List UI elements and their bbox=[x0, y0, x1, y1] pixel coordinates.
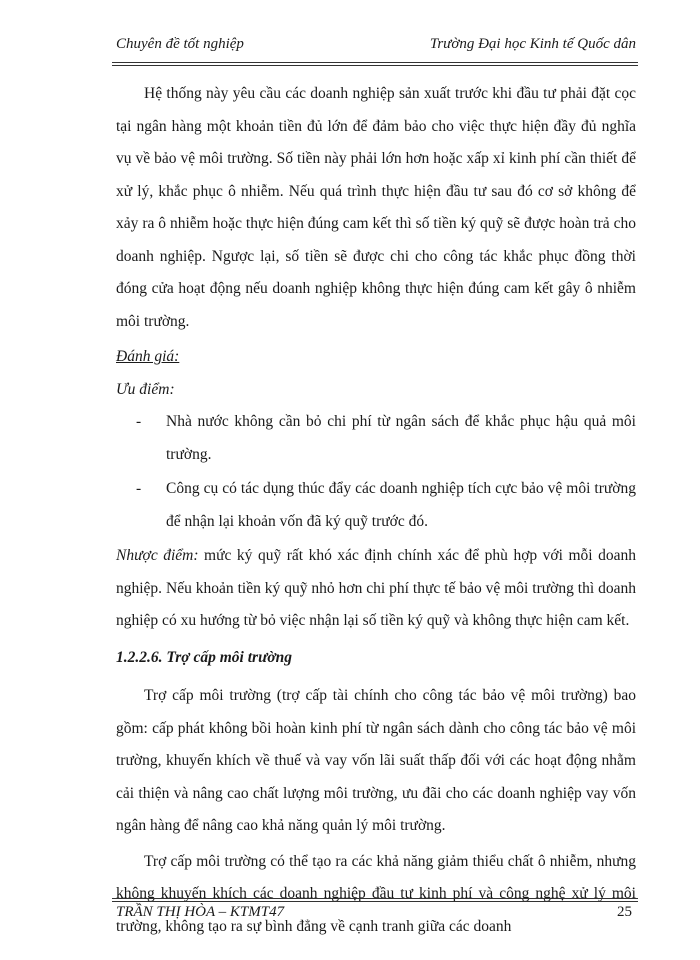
subsidy-paragraph-1: Trợ cấp môi trường (trợ cấp tài chính cho công tác bảo vệ môi trường) bao gồm: cấp phát không bồi hoàn kinh phí từ ngân sách dành cho công tác bảo vệ môi trường, khuyến khích về thuế và vay vốn lãi suất thấp đối với các hoạt động nhằm cải thiện và nâng cao chất lượng môi trường, ưu đãi cho các doanh nghiệp vay vốn ngân hàng để nâng cao khả năng quản lý môi trường. bbox=[116, 687, 636, 834]
footer-divider bbox=[112, 898, 638, 902]
disadvantages-paragraph bbox=[116, 540, 636, 638]
disadvantages-text: mức ký quỹ rất khó xác định chính xác để phù hợp với mỗi doanh nghiệp. Nếu khoản tiền ký quỹ nhỏ hơn chi phí thực tế bảo vệ môi trường thì doanh nghiệp có xu hướng từ bỏ việc nhận lại số tiền ký quỹ và không thực hiện cam kết. bbox=[116, 547, 636, 629]
page-header bbox=[116, 36, 636, 53]
page-number: 25 bbox=[617, 904, 632, 920]
page-footer bbox=[116, 904, 632, 921]
footer-author: TRẦN THỊ HÒA – KTMT47 bbox=[116, 904, 285, 920]
header-divider bbox=[112, 62, 638, 66]
section-heading: 1.2.2.6. Trợ cấp môi trường bbox=[116, 648, 293, 666]
evaluation-label: Đánh giá: bbox=[116, 348, 180, 365]
bullet-marker: - bbox=[136, 413, 142, 430]
intro-paragraph: Hệ thống này yêu cầu các doanh nghiệp sản xuất trước khi đầu tư phải đặt cọc tại ngân hàng một khoản tiền đủ lớn để đảm bảo cho việc thực hiện đầy đủ nghĩa vụ về bảo vệ môi trường. Số tiền này phải lớn hơn hoặc xấp xỉ kinh phí cần thiết để xử lý, khắc phục ô nhiễm. Nếu quá trình thực hiện đầu tư sau đó cơ sở không để xảy ra ô nhiễm hoặc thực hiện đúng cam kết thì số tiền ký quỹ sẽ được hoàn trả cho doanh nghiệp. Ngược lại, số tiền sẽ được chi cho công tác khắc phục đồng thời đóng cửa hoạt động nếu doanh nghiệp không thực hiện đúng cam kết gây ô nhiễm môi trường. bbox=[116, 85, 636, 330]
advantage-text: Nhà nước không cần bỏ chi phí từ ngân sách để khắc phục hậu quả môi trường. bbox=[166, 413, 636, 463]
list-item bbox=[116, 406, 636, 471]
advantages-list bbox=[116, 406, 636, 538]
disadvantages-label: Nhược điểm: bbox=[116, 547, 199, 564]
header-university: Trường Đại học Kinh tế Quốc dân bbox=[429, 36, 636, 52]
header-document-type: Chuyên đề tốt nghiệp bbox=[116, 36, 244, 52]
page-body bbox=[116, 78, 636, 946]
list-item bbox=[116, 473, 636, 538]
advantage-text: Công cụ có tác dụng thúc đẩy các doanh nghiệp tích cực bảo vệ môi trường để nhận lại khoản vốn đã ký quỹ trước đó. bbox=[166, 480, 636, 530]
subsidy-paragraph-2: Trợ cấp môi trường có thể tạo ra các khả năng giảm thiểu chất ô nhiễm, nhưng không khuyến khích các doanh nghiệp đầu tư kinh phí và công nghệ xử lý môi trường, không tạo ra sự bình đẳng về cạnh tranh giữa các doanh bbox=[116, 852, 636, 935]
advantages-label: Ưu điểm: bbox=[116, 380, 175, 398]
bullet-marker: - bbox=[136, 480, 142, 497]
